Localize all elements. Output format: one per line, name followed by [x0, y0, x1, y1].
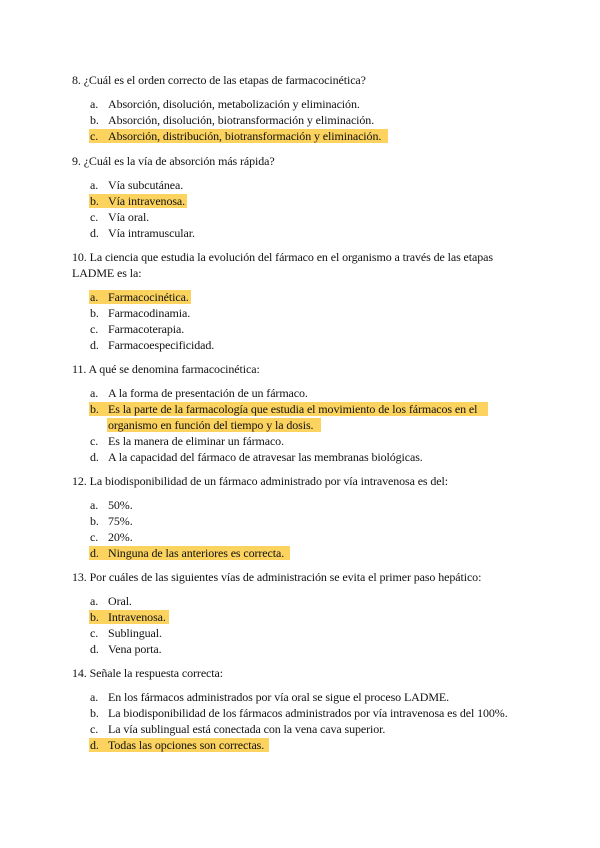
option-text: La biodisponibilidad de los fármacos administrados por vía intravenosa es del 100%.: [108, 706, 508, 720]
option-text: 20%.: [108, 530, 133, 544]
option-letter: b.: [90, 194, 99, 208]
option-text: Vena porta.: [108, 642, 162, 656]
option-letter: a.: [90, 386, 99, 400]
question-14: 14. Señale la respuesta correcta:: [72, 666, 223, 680]
option-text: Absorción, disolución, biotransformación y eliminación.: [108, 113, 375, 127]
option-text: Farmacoespecificidad.: [108, 338, 215, 352]
option-text: En los fármacos administrados por vía oral se sigue el proceso LADME.: [108, 690, 450, 704]
option-letter: c.: [90, 722, 99, 736]
option-text: Absorción, disolución, metabolización y eliminación.: [108, 97, 360, 111]
option-text: Intravenosa.: [108, 610, 166, 624]
option-letter: d.: [90, 450, 99, 464]
option-letter: b.: [90, 402, 99, 416]
question-10-line-2: LADME es la:: [72, 265, 142, 280]
option-letter: b.: [90, 113, 99, 127]
option-text: Vía subcutánea.: [108, 178, 184, 192]
option-letter: a.: [90, 290, 99, 304]
option-letter: d.: [90, 642, 99, 656]
option-text: Vía intravenosa.: [108, 194, 186, 208]
option-text: Ninguna de las anteriores es correcta.: [108, 546, 285, 560]
option-text-line-1: Es la parte de la farmacología que estudia el movimiento de los fármacos en el: [108, 402, 478, 416]
option-text-line-2: organismo en función del tiempo y la dosis.: [108, 418, 314, 432]
option-text: 50%.: [108, 498, 133, 512]
option-letter: b.: [90, 514, 99, 528]
option-letter: a.: [90, 594, 99, 608]
question-11-option-b-correct: [90, 401, 530, 433]
option-letter: a.: [90, 690, 99, 704]
option-letter: d.: [90, 738, 99, 752]
option-letter: b.: [90, 306, 99, 320]
option-letter: c.: [90, 434, 99, 448]
question-8: 8. ¿Cuál es el orden correcto de las etapas de farmacocinética?: [72, 73, 366, 87]
option-letter: d.: [90, 546, 99, 560]
option-letter: b.: [90, 610, 99, 624]
option-text: 75%.: [108, 514, 133, 528]
option-letter: c.: [90, 210, 99, 224]
question-13: 13. Por cuáles de las siguientes vías de administración se evita el primer paso hepático:: [72, 570, 482, 584]
option-letter: c.: [90, 322, 99, 336]
option-letter: c.: [90, 530, 99, 544]
question-10: [72, 250, 532, 281]
option-text: A la forma de presentación de un fármaco.: [108, 386, 308, 400]
question-9: 9. ¿Cuál es la vía de absorción más rápida?: [72, 154, 275, 168]
option-letter: b.: [90, 706, 99, 720]
option-text: Sublingual.: [108, 626, 162, 640]
option-letter: d.: [90, 338, 99, 352]
option-text: Oral.: [108, 594, 132, 608]
option-text: Farmacocinética.: [108, 290, 189, 304]
question-11: 11. A qué se denomina farmacocinética:: [72, 362, 260, 376]
option-text: Vía oral.: [108, 210, 150, 224]
option-text: Absorción, distribución, biotransformación y eliminación.: [108, 129, 382, 143]
option-text: Farmacoterapia.: [108, 322, 185, 336]
option-text: Es la manera de eliminar un fármaco.: [108, 434, 284, 448]
option-text: [108, 401, 528, 433]
option-letter: a.: [90, 178, 99, 192]
option-text: La vía sublingual está conectada con la vena cava superior.: [108, 722, 386, 736]
option-letter: a.: [90, 97, 99, 111]
question-10-line-1: 10. La ciencia que estudia la evolución del fármaco en el organismo a través de las etapas: [72, 250, 493, 264]
option-text: A la capacidad del fármaco de atravesar las membranas biológicas.: [108, 450, 423, 464]
option-letter: d.: [90, 226, 99, 240]
option-letter: c.: [90, 626, 99, 640]
option-text: Todas las opciones son correctas.: [108, 738, 265, 752]
option-text: Farmacodinamia.: [108, 306, 191, 320]
option-text: Vía intramuscular.: [108, 226, 195, 240]
option-letter: a.: [90, 498, 99, 512]
option-letter: c.: [90, 129, 99, 143]
question-12: 12. La biodisponibilidad de un fármaco administrado por vía intravenosa es del:: [72, 474, 449, 488]
